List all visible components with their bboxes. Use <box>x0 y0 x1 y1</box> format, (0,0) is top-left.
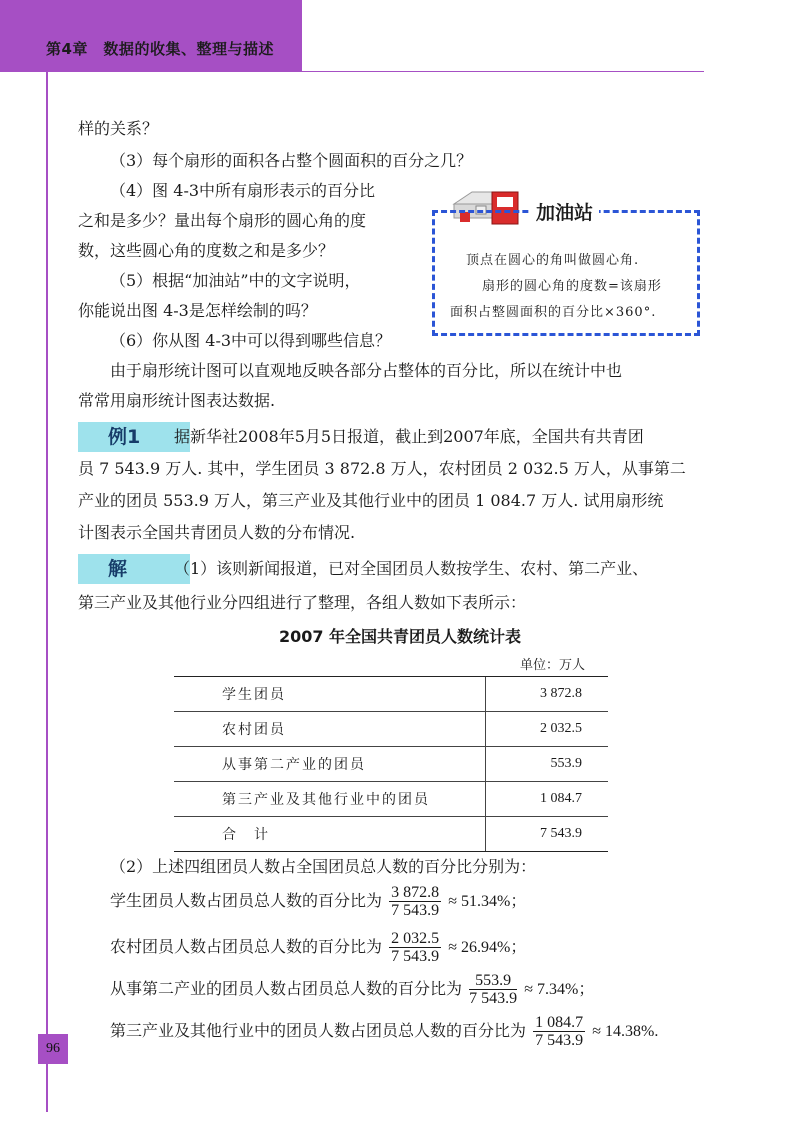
chapter-title: 第4章 数据的收集、整理与描述 <box>46 40 274 58</box>
row-value: 1 084.7 <box>486 782 609 817</box>
text-line: 常常用扇形统计图表达数据. <box>78 391 276 410</box>
text-line: 数，这些圆心角的度数之和是多少？ <box>78 241 335 260</box>
calc-result: ≈ 51.34%； <box>448 893 527 910</box>
text-line: 之和是多少？量出每个扇形的圆心角的度 <box>78 211 367 230</box>
tip-line: 顶点在圆心的角叫做圆心角. <box>466 253 640 268</box>
fraction <box>533 1014 585 1049</box>
question-4: （4）图 4-3中所有扇形表示的百分比 <box>110 181 376 200</box>
row-label: 合 计 <box>174 817 486 852</box>
example-text: 据新华社2008年5月5日报道，截止到2007年底，全国共有共青团 <box>174 427 644 446</box>
page-number: 96 <box>38 1034 68 1064</box>
calc-prefix: 第三产业及其他行业中的团员人数占团员总人数的百分比为 <box>110 1021 527 1040</box>
row-value: 553.9 <box>486 747 609 782</box>
row-label: 第三产业及其他行业中的团员 <box>174 782 486 817</box>
calc-result: ≈ 26.94%； <box>448 939 527 956</box>
question-3: （3）每个扇形的面积各占整个圆面积的百分之几？ <box>110 151 473 170</box>
calc-prefix: 学生团员人数占团员总人数的百分比为 <box>110 891 383 910</box>
calc-line <box>110 930 526 965</box>
tip-line: 面积占整圆面积的百分比×360°. <box>450 305 657 320</box>
row-label: 从事第二产业的团员 <box>174 747 486 782</box>
row-value: 2 032.5 <box>486 712 609 747</box>
data-table <box>174 676 608 852</box>
calc-line <box>110 884 526 919</box>
text-line: 样的关系？ <box>78 119 159 138</box>
fraction-numerator: 2 032.5 <box>391 930 440 947</box>
calc-prefix: 农村团员人数占团员总人数的百分比为 <box>110 937 383 956</box>
table-title: 2007 年全国共青团员人数统计表 <box>278 627 522 646</box>
table-row <box>174 782 608 817</box>
text-line: 由于扇形统计图可以直观地反映各部分占整体的百分比，所以在统计中也 <box>110 361 623 380</box>
question-5: （5）根据“加油站”中的文字说明， <box>110 271 361 290</box>
example-text: 员 7 543.9 万人. 其中，学生团员 3 872.8 万人，农村团员 2 032.5 万人，从事第二 <box>78 459 686 478</box>
solution-text: 第三产业及其他行业分四组进行了整理，各组人数如下表所示： <box>78 593 527 612</box>
solution-text: （1）该则新闻报道，已对全国团员人数按学生、农村、第二产业、 <box>174 559 649 578</box>
calc-result: ≈ 14.38%. <box>592 1023 659 1040</box>
row-label: 学生团员 <box>174 677 486 712</box>
fraction-denominator: 7 543.9 <box>535 1032 584 1049</box>
table-row <box>174 747 608 782</box>
fraction-numerator: 553.9 <box>469 972 517 990</box>
table-row <box>174 677 608 712</box>
fraction-denominator: 7 543.9 <box>469 990 518 1007</box>
fraction <box>389 884 441 919</box>
header-rule <box>302 71 704 72</box>
tip-title: 加油站 <box>530 198 599 225</box>
tip-line: 扇形的圆心角的度数=该扇形 <box>482 279 662 294</box>
calc-result: ≈ 7.34%； <box>524 981 595 998</box>
row-label: 农村团员 <box>174 712 486 747</box>
fraction-numerator: 1 084.7 <box>535 1014 584 1031</box>
table-row <box>174 817 608 852</box>
solution-label: 解 <box>78 554 190 584</box>
table-row <box>174 712 608 747</box>
table-unit: 单位：万人 <box>520 658 586 673</box>
row-value: 3 872.8 <box>486 677 609 712</box>
margin-rule <box>46 72 48 1112</box>
fraction-numerator: 3 872.8 <box>391 884 440 901</box>
calc-prefix: 从事第二产业的团员人数占团员总人数的百分比为 <box>110 979 463 998</box>
text-line: 你能说出图 4-3是怎样绘制的吗？ <box>78 301 317 320</box>
example-text: 计图表示全国共青团员人数的分布情况. <box>78 523 356 542</box>
row-value: 7 543.9 <box>486 817 609 852</box>
chapter-header-band <box>0 0 302 72</box>
fraction <box>389 930 441 965</box>
fraction-denominator: 7 543.9 <box>391 902 440 919</box>
calc-line <box>110 972 594 1007</box>
calc-line <box>110 1014 658 1049</box>
fraction <box>469 972 517 1007</box>
example-label: 例1 <box>78 422 190 452</box>
example-text: 产业的团员 553.9 万人，第三产业及其他行业中的团员 1 084.7 万人. 试用扇形统 <box>78 491 664 510</box>
question-6: （6）你从图 4-3中可以得到哪些信息？ <box>110 331 392 350</box>
part2-intro: （2）上述四组团员人数占全国团员总人数的百分比分别为： <box>110 857 537 876</box>
fraction-denominator: 7 543.9 <box>391 948 440 965</box>
